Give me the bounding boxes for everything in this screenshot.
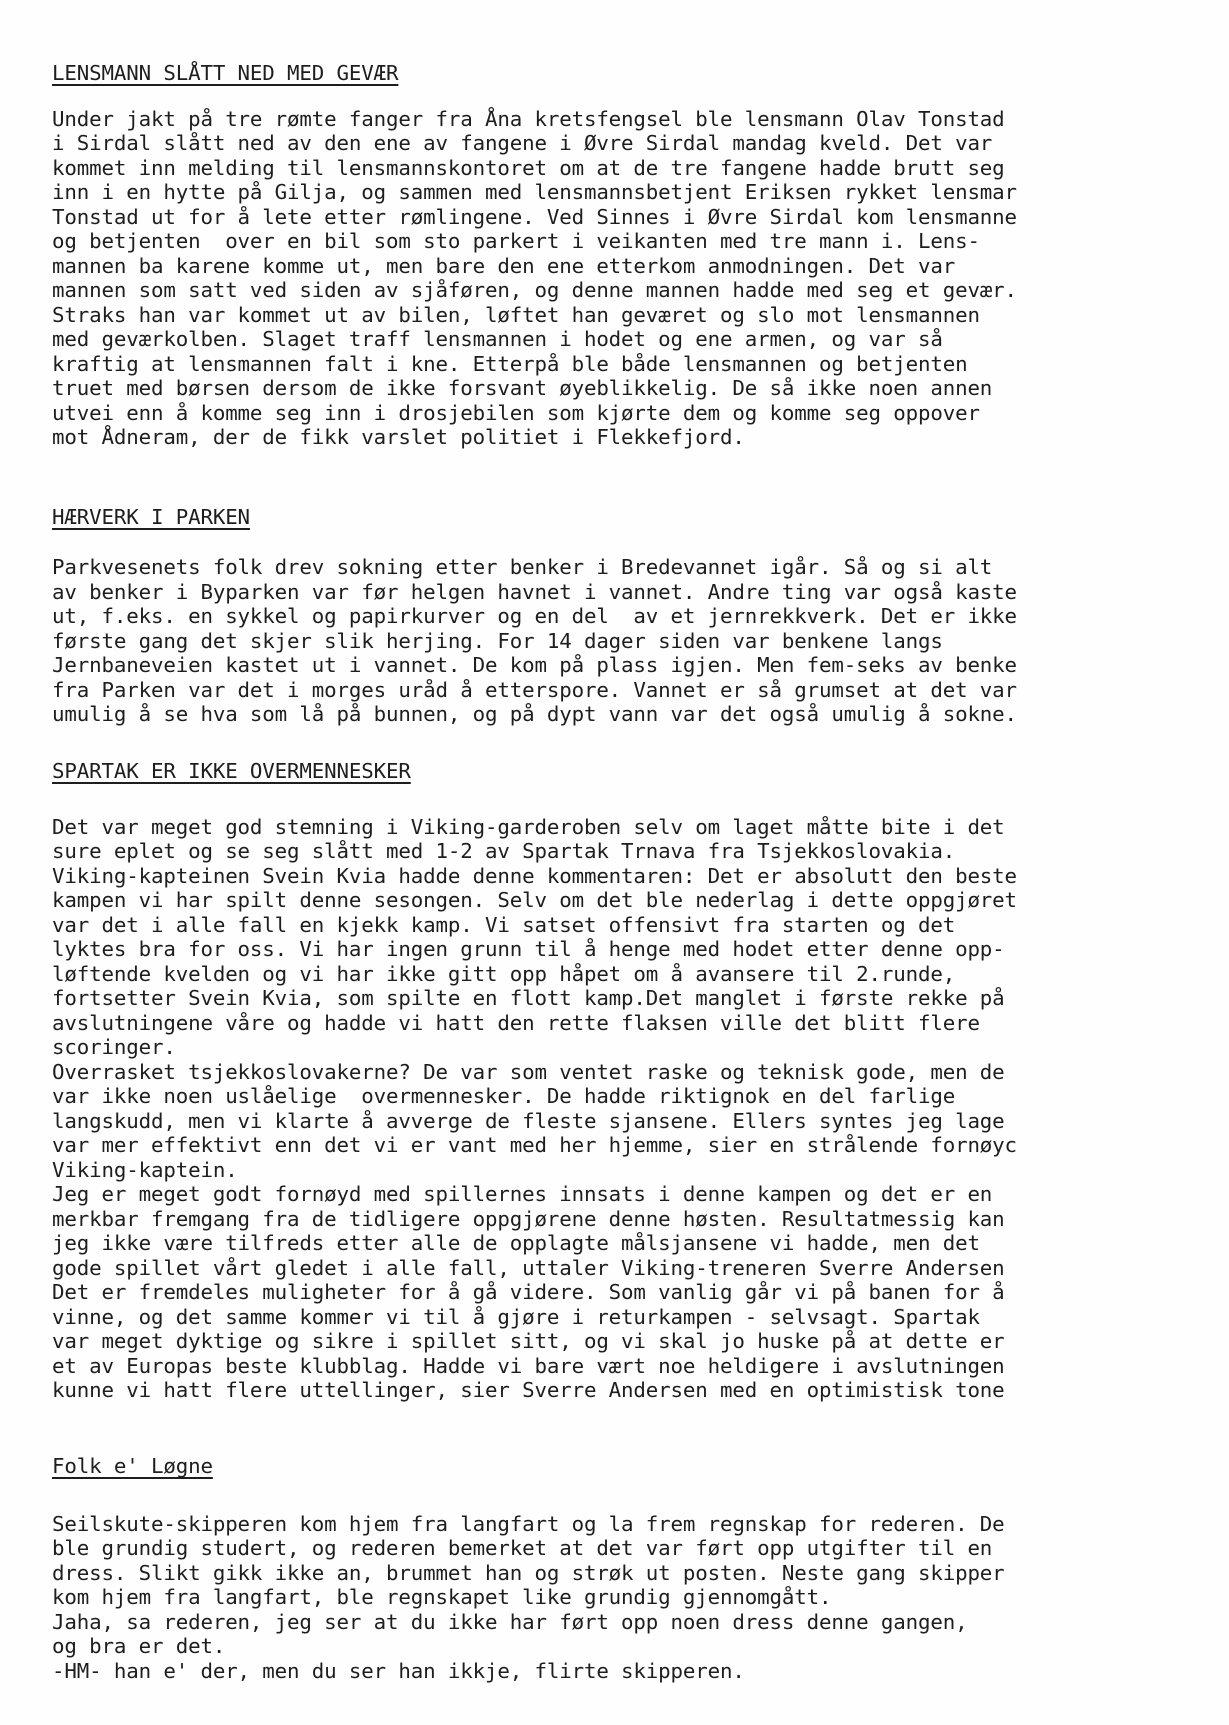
article-text-line: ut, f.eks. en sykkel og papirkurver og en del av et jernrekkverk. Det er ikke (52, 604, 1017, 628)
article-text-line: gode spillet vårt gledet i alle fall, uttaler Viking-treneren Sverre Andersen (52, 1256, 1005, 1280)
article-text-line: merkbar fremgang fra de tidligere oppgjørene denne høsten. Resultatmessig kan (52, 1207, 1005, 1231)
article-text-line: Straks han var kommet ut av bilen, løftet han geværet og slo mot lensmannen (52, 303, 980, 327)
article-text-line: kampen vi har spilt denne sesongen. Selv om det ble nederlag i dette oppgjøret (52, 888, 1017, 912)
article-text-line: utvei enn å komme seg inn i drosjebilen som kjørte dem og komme seg oppover (52, 401, 980, 425)
article-text-line: dress. Slikt gikk ikke an, brummet han og strøk ut posten. Neste gang skipper (52, 1561, 1005, 1585)
article-text-line: Jaha, sa rederen, jeg ser at du ikke har ført opp noen dress denne gangen, (52, 1610, 968, 1634)
article-text-line: mot Ådneram, der de fikk varslet politiet i Flekkefjord. (52, 425, 745, 449)
article-text-line: kom hjem fra langfart, ble regnskapet like grundig gjennomgått. (52, 1585, 832, 1609)
article-text-line: Parkvesenets folk drev sokning etter benker i Bredevannet igår. Så og si alt (52, 555, 993, 579)
article-text-line: var mer effektivt enn det vi er vant med her hjemme, sier en strålende fornøyc (52, 1133, 1017, 1157)
article-text-line: med geværkolben. Slaget traff lensmannen i hodet og ene armen, og var så (52, 327, 943, 351)
article-text-line: av benker i Byparken var før helgen havnet i vannet. Andre ting var også kaste (52, 580, 1017, 604)
article-text-line: første gang det skjer slik herjing. For 14 dager siden var benkene langs (52, 629, 943, 653)
article-text-line: sure eplet og se seg slått med 1-2 av Spartak Trnava fra Tsjekkoslovakia. (52, 839, 956, 863)
article-text-line: Under jakt på tre rømte fanger fra Åna kretsfengsel ble lensmann Olav Tonstad (52, 107, 1005, 131)
article-text-line: truet med børsen dersom de ikke forsvant øyeblikkelig. De så ikke noen annen (52, 376, 993, 400)
article-heading: HÆRVERK I PARKEN (52, 505, 250, 529)
article-text-line: jeg ikke være tilfreds etter alle de opplagte målsjansene vi hadde, men det (52, 1231, 980, 1255)
article-text-line: i Sirdal slått ned av den ene av fangene i Øvre Sirdal mandag kveld. Det var (52, 131, 993, 155)
article-text-line: avslutningene våre og hadde vi hatt den rette flaksen ville det blitt flere (52, 1011, 980, 1035)
article-heading: LENSMANN SLÅTT NED MED GEVÆR (52, 61, 399, 85)
article-text-line: Jernbaneveien kastet ut i vannet. De kom på plass igjen. Men fem-seks av benke (52, 653, 1017, 677)
article-text-line: var det i alle fall en kjekk kamp. Vi satset offensivt fra starten og det (52, 913, 956, 937)
article-text-line: Viking-kapteinen Svein Kvia hadde denne kommentaren: Det er absolutt den beste (52, 864, 1017, 888)
article-text-line: lyktes bra for oss. Vi har ingen grunn til å henge med hodet etter denne opp- (52, 937, 1005, 961)
article-text-line: Jeg er meget godt fornøyd med spillernes innsats i denne kampen og det er en (52, 1182, 993, 1206)
article-text-line: og betjenten over en bil som sto parkert i veikanten med tre mann i. Lens- (52, 229, 980, 253)
article-text-line: fortsetter Svein Kvia, som spilte en flott kamp.Det manglet i første rekke på (52, 986, 1005, 1010)
article-text-line: mannen som satt ved siden av sjåføren, og denne mannen hadde med seg et gevær. (52, 278, 1017, 302)
article-text-line: var ikke noen uslåelige overmennesker. De hadde riktignok en del farlige (52, 1084, 956, 1108)
article-text-line: ble grundig studert, og rederen bemerket at det var ført opp utgifter til en (52, 1536, 993, 1560)
article-text-line: Viking-kaptein. (52, 1158, 238, 1182)
article-text-line: vinne, og det samme kommer vi til å gjøre i returkampen - selvsagt. Spartak (52, 1305, 980, 1329)
article-text-line: scoringer. (52, 1035, 176, 1059)
article-text-line: umulig å se hva som lå på bunnen, og på dypt vann var det også umulig å sokne. (52, 702, 1017, 726)
article-text-line: Det er fremdeles muligheter for å gå videre. Som vanlig går vi på banen for å (52, 1280, 1005, 1304)
article-text-line: var meget dyktige og sikre i spillet sitt, og vi skal jo huske på at dette er (52, 1329, 1005, 1353)
article-text-line: Tonstad ut for å lete etter rømlingene. Ved Sinnes i Øvre Sirdal kom lensmanne (52, 205, 1017, 229)
article-text-line: inn i en hytte på Gilja, og sammen med lensmannsbetjent Eriksen rykket lensmar (52, 180, 1017, 204)
article-text-line: Det var meget god stemning i Viking-garderoben selv om laget måtte bite i det (52, 815, 1005, 839)
article-heading: Folk e' Løgne (52, 1454, 213, 1478)
article-text-line: Overrasket tsjekkoslovakerne? De var som ventet raske og teknisk gode, men de (52, 1060, 1005, 1084)
article-text-line: kunne vi hatt flere uttellinger, sier Sverre Andersen med en optimistisk tone (52, 1378, 1005, 1402)
article-text-line: kraftig at lensmannen falt i kne. Etterpå ble både lensmannen og betjenten (52, 352, 968, 376)
article-text-line: kommet inn melding til lensmannskontoret om at de tre fangene hadde brutt seg (52, 156, 1005, 180)
article-text-line: langskudd, men vi klarte å avverge de fleste sjansene. Ellers syntes jeg lage (52, 1109, 1005, 1133)
article-text-line: et av Europas beste klubblag. Hadde vi bare vært noe heldigere i avslutningen (52, 1354, 1005, 1378)
article-text-line: og bra er det. (52, 1634, 226, 1658)
article-text-line: løftende kvelden og vi har ikke gitt opp håpet om å avansere til 2.runde, (52, 962, 956, 986)
article-text-line: mannen ba karene komme ut, men bare den ene etterkom anmodningen. Det var (52, 254, 956, 278)
article-text-line: fra Parken var det i morges uråd å etterspore. Vannet er så grumset at det var (52, 678, 1017, 702)
article-text-line: Seilskute-skipperen kom hjem fra langfart og la frem regnskap for rederen. De (52, 1512, 1005, 1536)
article-heading: SPARTAK ER IKKE OVERMENNESKER (52, 759, 411, 783)
article-text-line: -HM- han e' der, men du ser han ikkje, flirte skipperen. (52, 1659, 745, 1683)
